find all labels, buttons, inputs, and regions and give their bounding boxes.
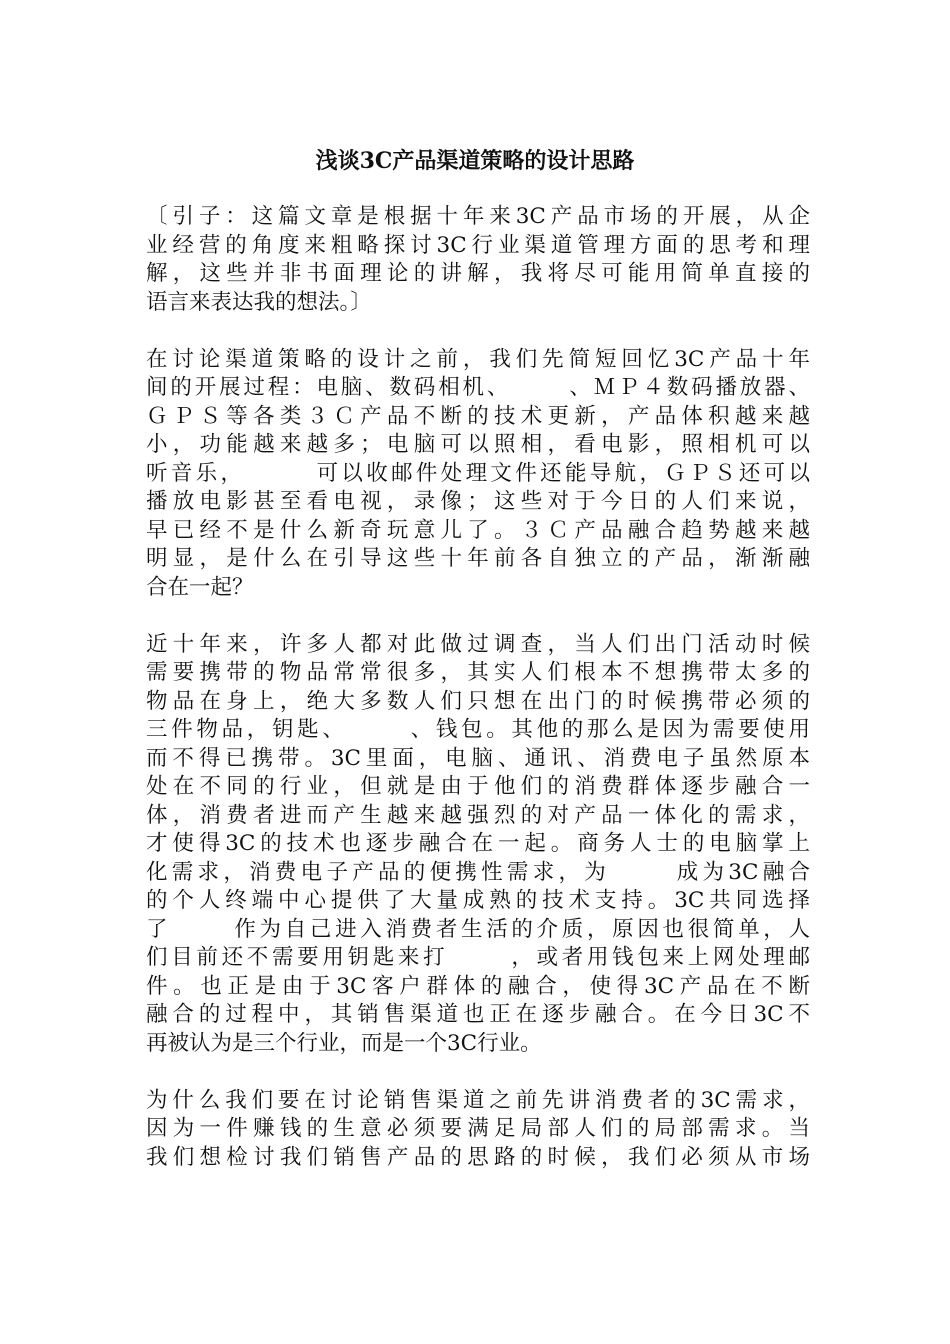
- text-line: 小，功能越来越多；电脑可以照相，看电影，照相机可以: [146, 432, 810, 457]
- text-line: ＧＰＳ等各类３Ｃ产品不断的技术更新，产品体积越来越: [146, 403, 810, 429]
- text-line: 语言来表达我的想法。〕: [146, 289, 372, 315]
- text-line: 的个人终端中心提供了大量成熟的技术支持。3C共同选择: [146, 888, 810, 913]
- text-line: 而不得已携带。3C里面，电脑、通讯、消费电子虽然原本: [146, 745, 810, 771]
- text-line: 播放电影甚至看电视，录像；这些对于今日的人们来说，: [146, 489, 810, 514]
- text-line: 我们想检讨我们销售产品的思路的时候，我们必须从市场: [146, 1144, 810, 1170]
- text-line: 早已经不是什么新奇玩意儿了。３Ｃ产品融合趋势越来越: [146, 517, 810, 543]
- text-line: 化需求，消费电子产品的便携性需求，为 成为3C融合: [146, 859, 810, 885]
- text-line: 了 作为自己进入消费者生活的介质，原因也很简单，人: [146, 916, 810, 942]
- text-line: 业经营的角度来粗略探讨3C行业渠道管理方面的思考和理: [146, 232, 810, 258]
- text-line: 解，这些并非书面理论的讲解，我将尽可能用简单直接的: [146, 261, 810, 286]
- text-line: 明显，是什么在引导这些十年前各自独立的产品，渐渐融: [146, 546, 810, 571]
- text-line: 在讨论渠道策略的设计之前，我们先简短回忆3C产品十年: [146, 346, 810, 372]
- text-line: 融合的过程中，其销售渠道也正在逐步融合。在今日3C不: [146, 1002, 810, 1027]
- text-line: 再被认为是三个行业，而是一个3C行业。: [146, 1030, 542, 1056]
- text-line: 因为一件赚钱的生意必须要满足局部人们的局部需求。当: [146, 1116, 810, 1141]
- paragraph-history: [146, 346, 810, 603]
- text-line: 近十年来，许多人都对此做过调查，当人们出门活动时候: [146, 631, 810, 657]
- text-line: 听音乐， 可以收邮件处理文件还能导航，ＧＰＳ还可以: [146, 460, 810, 486]
- text-line: 三件物品，钥匙、 、钱包。其他的那么是因为需要使用: [146, 717, 810, 742]
- text-line: 才使得3C的技术也逐步融合在一起。商务人士的电脑掌上: [146, 831, 810, 856]
- text-line: 处在不同的行业，但就是由于他们的消费群体逐步融合一: [146, 774, 810, 799]
- paragraph-intro: [146, 203, 810, 317]
- text-line: 物品在身上，绝大多数人们只想在出门的时候携带必须的: [146, 688, 810, 714]
- paragraph-sales-channel: [146, 1087, 810, 1173]
- text-line: 为什么我们要在讨论销售渠道之前先讲消费者的3C需求，: [146, 1087, 810, 1113]
- paragraph-consumer-needs: [146, 631, 810, 1059]
- text-line: 〔引子：这篇文章是根据十年来3C产品市场的开展，从企: [146, 204, 810, 229]
- text-line: 体，消费者进而产生越来越强烈的对产品一体化的需求，: [146, 802, 810, 828]
- document-body: [146, 203, 810, 1201]
- text-line: 件。也正是由于3C客户群体的融合，使得3C产品在不断: [146, 973, 810, 999]
- document-title: 浅谈3C产品渠道策略的设计思路: [315, 148, 635, 174]
- text-line: 合在一起？: [146, 574, 254, 600]
- text-line: 间的开展过程：电脑、数码相机、 、ＭＰ４数码播放器、: [146, 375, 810, 400]
- text-line: 需要携带的物品常常很多，其实人们根本不想携带太多的: [146, 660, 810, 685]
- text-line: 们目前还不需要用钥匙来打 ，或者用钱包来上网处理邮: [146, 945, 810, 970]
